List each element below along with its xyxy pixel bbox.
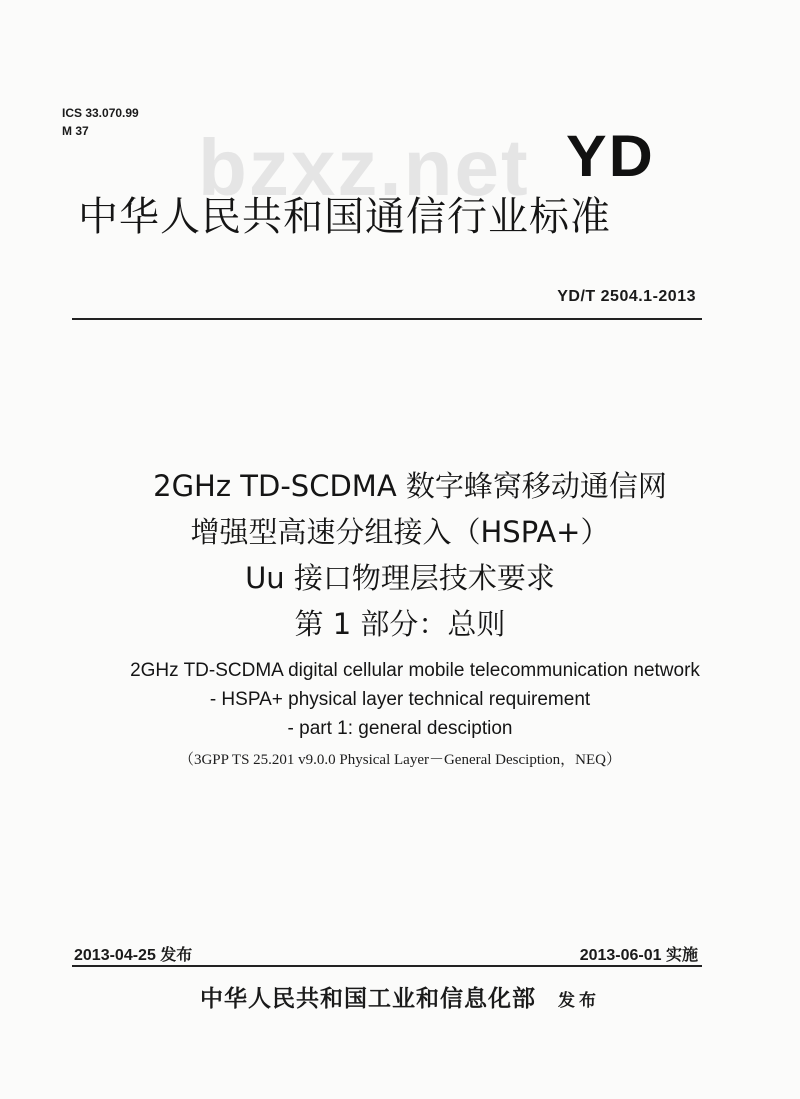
ccs-code: M 37 — [62, 124, 89, 138]
issue-date: 2013-04-25 发布 — [74, 947, 193, 964]
chinese-title — [40, 463, 760, 647]
implementation-date: 2013-06-01 实施 — [579, 947, 698, 964]
standard-number: YD/T 2504.1-2013 — [557, 288, 696, 305]
chinese-title-line: 第 1 部分：总则 — [294, 607, 506, 641]
ics-code: ICS 33.070.99 — [62, 106, 139, 120]
chinese-title-line: 2GHz TD-SCDMA 数字蜂窝移动通信网 — [153, 469, 667, 503]
english-title — [40, 656, 760, 743]
classification-codes — [62, 104, 139, 140]
english-title-line: - part 1: general desciption — [287, 718, 513, 739]
publisher-line — [150, 980, 650, 1013]
english-title-line: 2GHz TD-SCDMA digital cellular mobile telecommunication network — [130, 660, 700, 681]
yd-logo: YD — [566, 124, 655, 189]
publish-action: 发布 — [558, 991, 600, 1011]
english-title-line: - HSPA+ physical layer technical requirement — [209, 689, 591, 710]
issuer-title: 中华人民共和国通信行业标准 — [78, 194, 611, 240]
publisher-name: 中华人民共和国工业和信息化部 — [200, 985, 536, 1012]
reference-standard: （3GPP TS 25.201 v9.0.0 Physical Layer－General Desciption，NEQ） — [178, 752, 622, 768]
bottom-divider — [72, 965, 702, 967]
top-divider — [72, 318, 702, 320]
watermark: bzxz.net — [198, 123, 530, 212]
chinese-title-line: 增强型高速分组接入（HSPA+） — [190, 515, 610, 549]
chinese-title-line: Uu 接口物理层技术要求 — [245, 561, 555, 595]
